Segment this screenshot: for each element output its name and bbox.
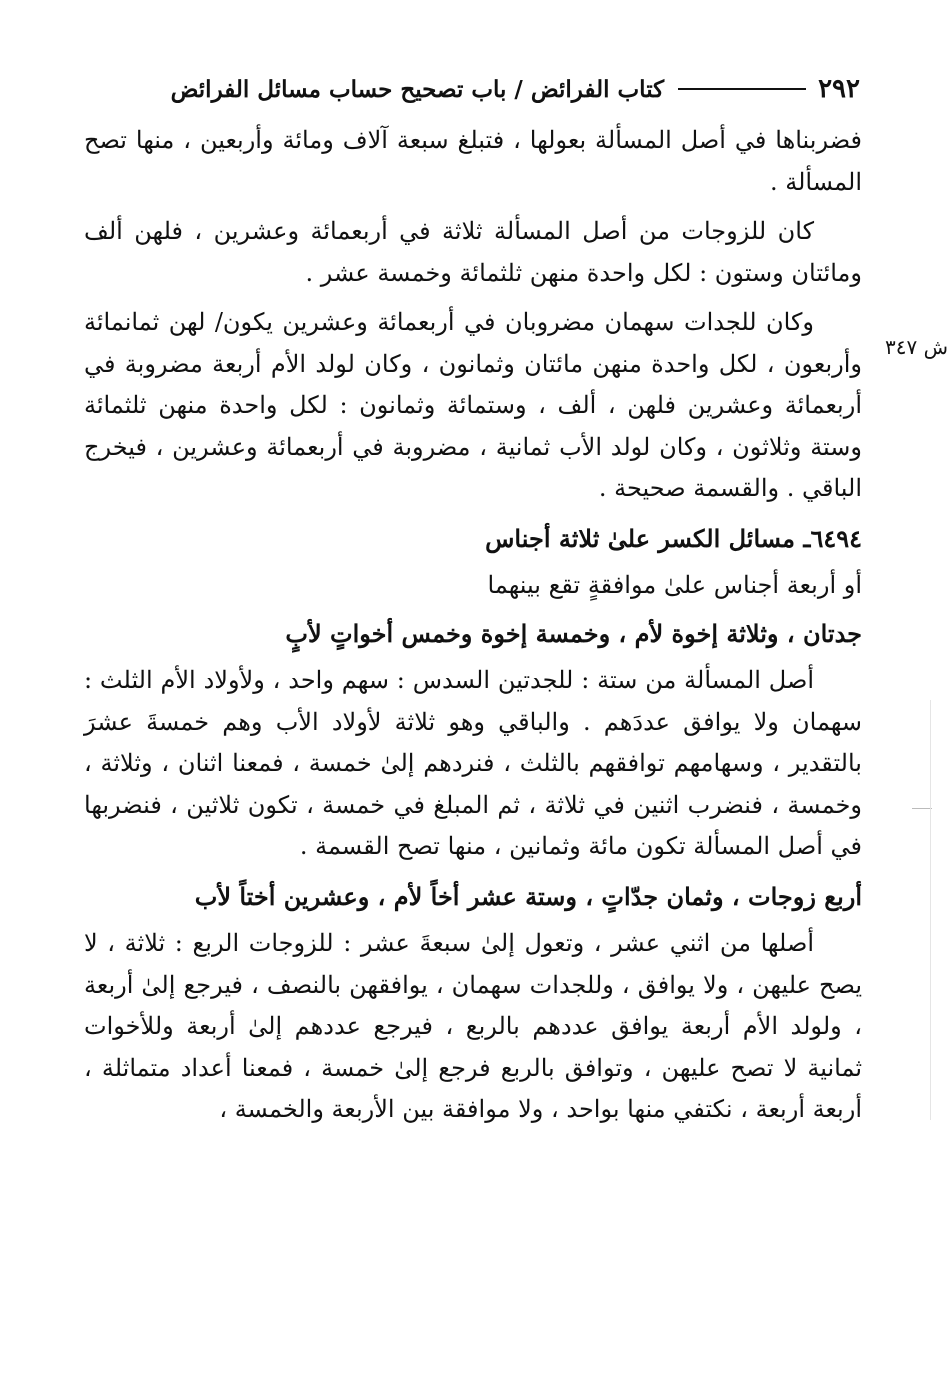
page-header [92,66,860,112]
paragraph-1: فضربناها في أصل المسألة بعولها ، فتبلغ سبعة آلاف ومائة وأربعين ، منها تصح المسألة . [84,126,862,196]
scan-edge-line [930,700,931,1120]
section-subheading: أو أربعة أجناس علىٰ موافقةٍ تقع بينهما [487,571,862,599]
case-1-title: جدتان ، وثلاثة إخوة لأم ، وخمسة إخوة وخمس أخواتٍ لأبٍ [285,618,862,648]
header-rule [678,88,806,90]
page-number: ٢٩٢ [818,74,860,104]
case-2-title: أربع زوجات ، وثمان جدّاتٍ ، وستة عشر أخاً لأم ، وعشرين أختاً لأب [194,881,862,911]
running-title: كتاب الفرائض / باب تصحيح حساب مسائل الفرائض [170,75,665,103]
paragraph-3: وكان للجدات سهمان مضروبان في أربعمائة وعشرين يكون/ لهن ثمانمائة وأربعون ، لكل واحدة منهن مائتان وثمانون ، وكان لولد الأم أربعة مضروبة في أربعمائة وعشرين فلهن ، ألف ، وستمائة وثمانون : لكل واحدة منهن ثلثمائة وستة وثلاثون ، وكان لولد الأب ثمانية ، مضروبة في أربعمائة وعشرين ، فيخرج الباقي . والقسمة صحيحة . [84,308,863,502]
page-body [84,120,862,1139]
case-1-text: أصل المسألة من ستة : للجدتين السدس : سهم واحد ، ولأولاد الأم الثلث : سهمان ولا يوافق عددَهم . والباقي وهو ثلاثة لأولاد الأب وهم خمسةَ عشرَ بالتقدير ، وسهامهم توافقهم بالثلث ، فنردهم إلىٰ خمسة ، فمعنا اثنان ، وثلاثة ، وخمسة ، فنضرب اثنين في ثلاثة ، ثم المبلغ في خمسة ، تكون ثلاثين ، فنضربها في أصل المسألة تكون مائة وثمانين ، منها تصح القسمة . [84,666,862,860]
margin-page-reference: ش ٣٤٧ [884,335,948,359]
case-2-text: أصلها من اثني عشر ، وتعول إلىٰ سبعةَ عشر : للزوجات الربع : ثلاثة ، لا يصح عليهن ، ولا يوافق ، وللجدات سهمان ، يوافقهن بالنصف ، فيرجع إلىٰ أربعة ، ولولد الأم أربعة يوافق عددهم بالربع ، فيرجع عددهم إلىٰ أربعة وللأخوات ثمانية لا تصح عليهن ، وتوافق بالربع فرجع إلىٰ خمسة ، فمعنا أعداد متماثلة ، أربعة أربعة ، نكتفي منها بواحد ، ولا موافقة بين الأربعة والخمسة ، [84,929,862,1123]
scan-edge-mark [912,808,932,809]
section-heading: ٦٤٩٤ـ مسائل الكسر علىٰ ثلاثة أجناس [485,523,862,553]
paragraph-2: كان للزوجات من أصل المسألة ثلاثة في أربعمائة وعشرين ، فلهن ألف ومائتان وستون : لكل واحدة منهن ثلثمائة وخمسة عشر . [84,217,862,287]
